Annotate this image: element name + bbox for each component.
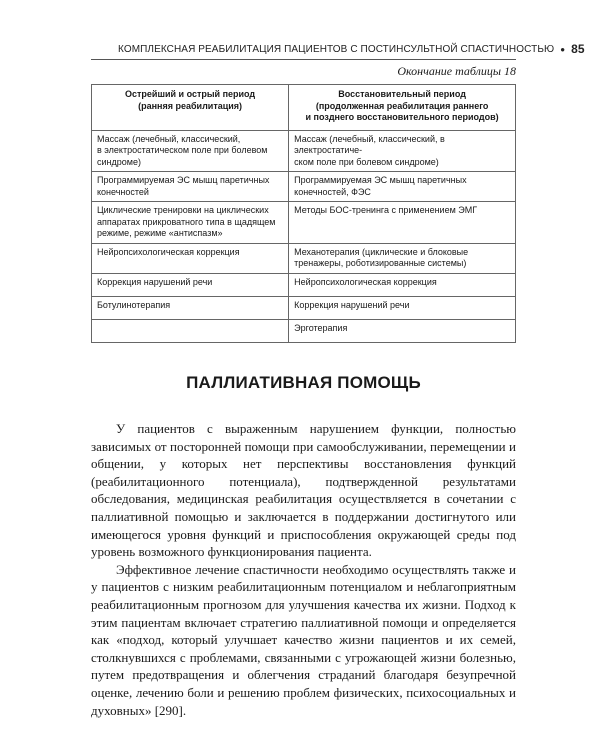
cell-acute-period: Массаж (лечебный, классический, в электростатическом поле при болевом синдроме)	[92, 130, 289, 172]
cell-acute-period: Ботулинотерапия	[92, 296, 289, 319]
cell-acute-period: Циклические тренировки на циклических аппаратах прикроватного типа в щадящем режиме, режиме «антиспазм»	[92, 202, 289, 244]
table-body	[92, 130, 516, 342]
cell-acute-period	[92, 319, 289, 342]
bullet-icon: ●	[560, 44, 566, 54]
table-row	[92, 296, 516, 319]
cell-recovery-period: Методы БОС-тренинга с применением ЭМГ	[289, 202, 516, 244]
section-title: ПАЛЛИАТИВНАЯ ПОМОЩЬ	[186, 373, 421, 392]
cell-acute-period: Коррекция нарушений речи	[92, 273, 289, 296]
table-row	[92, 130, 516, 172]
cell-recovery-period: Коррекция нарушений речи	[289, 296, 516, 319]
table-row	[92, 319, 516, 342]
cell-recovery-period: Нейропсихологическая коррекция	[289, 273, 516, 296]
cell-recovery-period: Массаж (лечебный, классический, в электростатиче- ском поле при болевом синдроме)	[289, 130, 516, 172]
table-row	[92, 202, 516, 244]
body-text	[91, 420, 516, 719]
paragraph: Эффективное лечение спастичности необходимо осуществлять также и у пациентов с низким реабилитационным потенциалом и неблагоприятным реабилитационным прогнозом для улучшения качества их жизни. Подход к этим пациентам включает стратегию паллиативной помощи и определяется как «подход, который улучшает качество жизни пациентов и их семей, столкнувшихся с проблемами, связанными с угрожающей жизни болезнью, путем предотвращения и облегчения страданий благодаря безупречной оценке, лечению боли и решению проблем физических, психосоциальных и духовных» [290].	[91, 561, 516, 718]
cell-recovery-period: Программируемая ЭС мышц паретичных конечностей, ФЭС	[289, 172, 516, 202]
running-head-title: КОМПЛЕКСНАЯ РЕАБИЛИТАЦИЯ ПАЦИЕНТОВ С ПОСТИНСУЛЬТНОЙ СПАСТИЧНОСТЬЮ	[118, 43, 555, 55]
paragraph: У пациентов с выраженным нарушением функции, полностью зависимых от посторонней помощи при самообслуживании, перемещении и общении, у которых нет перспективы восстановления функций (реабилитационного потенциала), подтвержденной результатами обследования, медицинская реабилитация осуществляется в сочетании с паллиативной помощью и заключается в поддержании достигнутого или имеющегося уровня функций и приспособления окружающей среды под уровень возможного функционирования пациента.	[91, 421, 516, 560]
rehabilitation-table	[91, 84, 516, 343]
cell-recovery-period: Эрготерапия	[289, 319, 516, 342]
cell-acute-period: Нейропсихологическая коррекция	[92, 243, 289, 273]
cell-recovery-period: Механотерапия (циклические и блоковые тренажеры, роботизированные системы)	[289, 243, 516, 273]
header-acute-period: Острейший и острый период (ранняя реабилитация)	[92, 85, 289, 131]
page-number: 85	[571, 42, 585, 56]
cell-acute-period: Программируемая ЭС мышц паретичных конечностей	[92, 172, 289, 202]
table-header-row	[92, 85, 516, 131]
running-head	[118, 42, 585, 56]
table-row	[92, 172, 516, 202]
header-divider	[91, 59, 516, 60]
header-recovery-period: Восстановительный период (продолженная реабилитация раннего и позднего восстановительного периодов)	[289, 85, 516, 131]
table-row	[92, 243, 516, 273]
table-row	[92, 273, 516, 296]
table-caption: Окончание таблицы 18	[397, 64, 516, 78]
